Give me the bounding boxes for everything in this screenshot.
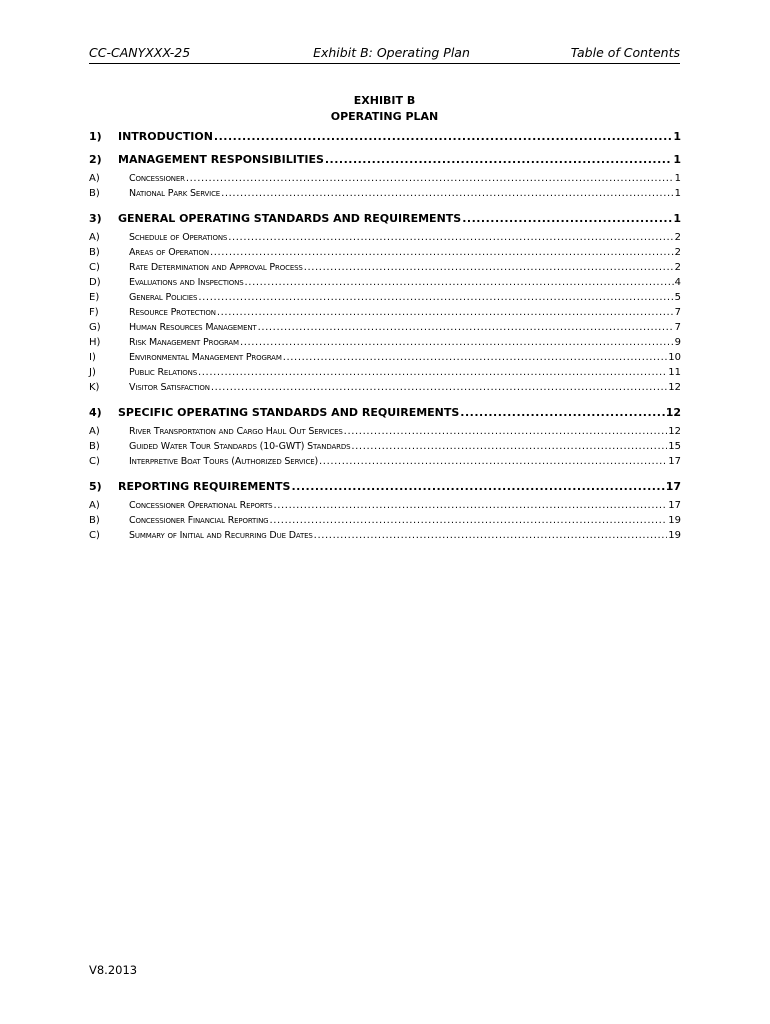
toc-subsection-letter: B) [89,515,100,526]
toc-subsection-letter: A) [89,426,100,437]
toc-subsection-title: River Transportation and Cargo Haul Out Services [129,426,343,437]
toc-section-title: REPORTING REQUIREMENTS [118,480,291,493]
toc-subsection-list [89,232,681,397]
toc-subsection-list [89,426,681,471]
toc-subsection-title: Risk Management Program [129,337,239,348]
dot-leader [460,406,664,419]
toc-subsection-link[interactable] [89,530,681,545]
toc-subsection-link[interactable] [89,188,681,203]
exhibit-title: EXHIBIT B [353,94,416,107]
toc-subsection-letter: A) [89,500,100,511]
toc-page-number: 9 [674,337,681,348]
toc-subsection-title: Guided Water Tour Standards (10-GWT) Standards [129,441,351,452]
toc-subsection-title: Areas of Operation [129,247,209,258]
toc-page-number: 1 [674,188,681,199]
toc-subsection-link[interactable] [89,173,681,188]
toc-page-number: 12 [668,426,681,437]
dot-leader [258,322,674,333]
toc-section-number: 5) [89,480,102,493]
toc-subsection-link[interactable] [89,352,681,367]
toc-subsection-title: Concessioner Financial Reporting [129,515,269,526]
dot-leader [240,337,674,348]
toc-page-number: 12 [665,406,681,419]
toc-subsection-link[interactable] [89,307,681,322]
toc-page-number: 17 [668,456,681,467]
plan-title: OPERATING PLAN [330,110,439,123]
version-footer: V8.2013 [89,963,138,977]
toc-page-number: 12 [668,382,681,393]
toc-section-link[interactable] [89,406,681,420]
dot-leader [283,352,668,363]
toc-subsection-title: Concessioner Operational Reports [129,500,273,511]
toc-page-number: 1 [674,173,681,184]
toc-subsection-link[interactable] [89,277,681,292]
toc-subsection-title: Evaluations and Inspections [129,277,244,288]
toc-subsection-link[interactable] [89,232,681,247]
dot-leader [314,530,668,541]
toc-subsection-letter: I) [89,352,96,363]
toc-subsection-letter: B) [89,188,100,199]
toc-subsection-letter: B) [89,441,100,452]
toc-section-link[interactable] [89,153,681,167]
toc-subsection-title: Schedule of Operations [129,232,228,243]
toc-subsection-title: Environmental Management Program [129,352,282,363]
toc-subsection-link[interactable] [89,292,681,307]
toc-subsection-list [89,500,681,545]
dot-leader [198,292,673,303]
toc-page-number: 2 [674,262,681,273]
toc-subsection-link[interactable] [89,322,681,337]
toc-subsection-letter: C) [89,456,100,467]
dot-leader [211,382,667,393]
toc-subsection-link[interactable] [89,441,681,456]
toc-subsection-letter: A) [89,232,100,243]
toc-subsection-link[interactable] [89,247,681,262]
dot-leader [351,441,667,452]
toc-subsection-list [89,173,681,203]
toc-subsection-letter: K) [89,382,100,393]
table-of-contents [89,130,681,545]
toc-section-number: 4) [89,406,102,419]
toc-section-number: 1) [89,130,102,143]
toc-page-number: 7 [674,307,681,318]
toc-subsection-link[interactable] [89,367,681,382]
dot-leader [228,232,673,243]
dot-leader [210,247,674,258]
toc-subsection-letter: H) [89,337,101,348]
toc-page-number: 1 [673,212,681,225]
toc-subsection-letter: J) [89,367,96,378]
toc-page-number: 5 [674,292,681,303]
page-header [89,45,680,64]
dot-leader [319,456,667,467]
toc-page-number: 2 [674,232,681,243]
toc-subsection-letter: E) [89,292,100,303]
toc-section-title: INTRODUCTION [118,130,213,143]
header-exhibit-title: Exhibit B: Operating Plan [313,45,470,60]
toc-page-number: 19 [668,515,681,526]
toc-subsection-link[interactable] [89,500,681,515]
toc-section-link[interactable] [89,480,681,494]
toc-subsection-title: Summary of Initial and Recurring Due Dates [129,530,313,541]
dot-leader [186,173,674,184]
dot-leader [198,367,667,378]
toc-subsection-letter: C) [89,262,100,273]
toc-subsection-letter: B) [89,247,100,258]
toc-subsection-title: National Park Service [129,188,221,199]
toc-subsection-title: Interpretive Boat Tours (Authorized Service) [129,456,319,467]
toc-subsection-letter: G) [89,322,101,333]
dot-leader [344,426,668,437]
toc-section-link[interactable] [89,212,681,226]
toc-page-number: 15 [668,441,681,452]
dot-leader [214,130,672,143]
toc-subsection-link[interactable] [89,382,681,397]
toc-subsection-title: Rate Determination and Approval Process [129,262,303,273]
document-id: CC-CANYXXX-25 [89,45,191,60]
dot-leader [273,500,667,511]
toc-subsection-title: Concessioner [129,173,185,184]
toc-subsection-title: Human Resources Management [129,322,257,333]
toc-subsection-letter: C) [89,530,100,541]
toc-subsection-title: Public Relations [129,367,197,378]
toc-section-link[interactable] [89,130,681,144]
dot-leader [245,277,674,288]
toc-subsection-letter: D) [89,277,101,288]
dot-leader [462,212,672,225]
toc-section-title: MANAGEMENT RESPONSIBILITIES [118,153,324,166]
toc-page-number: 11 [668,367,681,378]
toc-page-number: 1 [673,153,681,166]
toc-page-number: 4 [674,277,681,288]
toc-page-number: 10 [668,352,681,363]
toc-section-title: SPECIFIC OPERATING STANDARDS AND REQUIREMENTS [118,406,460,419]
toc-page-number: 1 [673,130,681,143]
toc-subsection-letter: F) [89,307,99,318]
dot-leader [269,515,667,526]
toc-section-title: GENERAL OPERATING STANDARDS AND REQUIREMENTS [118,212,462,225]
dot-leader [221,188,674,199]
toc-page-number: 7 [674,322,681,333]
toc-section-number: 3) [89,212,102,225]
toc-subsection-title: Visitor Satisfaction [129,382,210,393]
dot-leader [325,153,672,166]
toc-subsection-title: General Policies [129,292,198,303]
toc-page-number: 19 [668,530,681,541]
dot-leader [217,307,674,318]
toc-page-number: 17 [665,480,681,493]
toc-subsection-letter: A) [89,173,100,184]
dot-leader [304,262,674,273]
toc-subsection-link[interactable] [89,515,681,530]
toc-page-number: 17 [668,500,681,511]
toc-section-number: 2) [89,153,102,166]
toc-subsection-title: Resource Protection [129,307,216,318]
toc-subsection-link[interactable] [89,426,681,441]
toc-subsection-link[interactable] [89,456,681,471]
toc-subsection-link[interactable] [89,337,681,352]
toc-subsection-link[interactable] [89,262,681,277]
dot-leader [291,480,664,493]
toc-page-number: 2 [674,247,681,258]
header-section-name: Table of Contents [570,45,680,60]
